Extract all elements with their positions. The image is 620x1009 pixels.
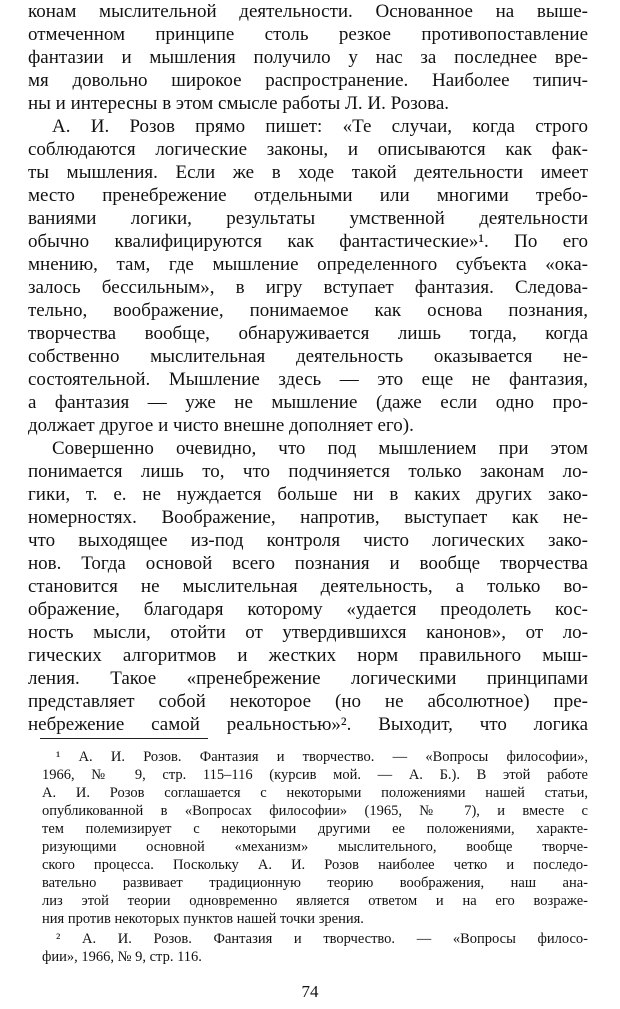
body-line: обычно квалифицируются как фантастические»¹. По его (28, 231, 588, 252)
body-line: собственно мыслительная деятельность оказывается не- (28, 346, 588, 367)
body-line: должает другое и чисто внешне дополняет его). (28, 415, 414, 436)
footnote-line: тем полемизирует с некоторыми другими ее положениями, характе- (42, 821, 588, 837)
body-line: отмеченном принципе столь резкое противопоставление (28, 24, 588, 45)
footnote-line: ского процесса. Поскольку А. И. Розов наиболее четко и последо- (42, 857, 588, 873)
footnote-line: ризующими основной «механизм» мыслительного, вообще творче- (42, 839, 588, 855)
body-line: гики, т. е. не нуждается больше ни в каких других зако- (28, 484, 588, 505)
body-line: фантазии и мышления получило у нас за последнее вре- (28, 47, 588, 68)
body-line: тельно, воображение, понимаемое как основа познания, (28, 300, 588, 321)
body-line: творчества вообще, обнаруживается лишь тогда, когда (28, 323, 588, 344)
body-line: небрежение самой реальностью»². Выходит, что логика (28, 714, 588, 735)
footnote-line: вательно развивает традиционную теорию воображения, наш ана- (42, 875, 588, 891)
footnote-line: А. И. Розов соглашается с некоторыми положениями нашей статьи, (42, 785, 588, 801)
body-line: конам мыслительной деятельности. Основанное на выше- (28, 1, 588, 22)
body-line: ность мысли, отойти от утвердившихся канонов», от ло- (28, 622, 588, 643)
body-line: а фантазия — уже не мышление (даже если одно про- (28, 392, 588, 413)
footnote-separator (40, 738, 208, 739)
body-line: ты мышления. Если же в ходе такой деятельности имеет (28, 162, 588, 183)
page-number: 74 (301, 982, 319, 1001)
footnote-line: опубликованной в «Вопросах философии» (1965, № 7), и вместе с (42, 803, 588, 819)
footnote-line: ния против некоторых пунктов нашей точки зрения. (42, 911, 364, 927)
footnote-line: лиз этой теории одновременно является ответом и на его возраже- (42, 893, 588, 909)
body-line: номерностях. Воображение, напротив, выступает как не- (28, 507, 588, 528)
body-line: гических алгоритмов и жестких норм правильного мыш- (28, 645, 588, 666)
paragraph-start-line: А. И. Розов прямо пишет: «Те случаи, когда строго (52, 116, 588, 137)
body-line: ваниями логики, результаты умственной деятельности (28, 208, 588, 229)
body-line: ления. Такое «пренебрежение логическими принципами (28, 668, 588, 689)
body-line: место пренебрежение отдельными или многими требо- (28, 185, 588, 206)
footnote-line: фии», 1966, № 9, стр. 116. (42, 949, 202, 965)
body-line: нов. Тогда основой всего познания и вообще творчества (28, 553, 588, 574)
footnote-line: ¹ А. И. Розов. Фантазия и творчество. — «Вопросы философии», (56, 749, 588, 765)
paragraph-start-line: Совершенно очевидно, что под мышлением при этом (52, 438, 588, 459)
footnote-line: 1966, № 9, стр. 115–116 (курсив мой. — А. Б.). В этой работе (42, 767, 588, 783)
footnote-line: ² А. И. Розов. Фантазия и творчество. — «Вопросы филосо- (56, 931, 588, 947)
body-line: мнению, там, где мышление определенного субъекта «ока- (28, 254, 588, 275)
body-line: залось бессильным», в игру вступает фантазия. Следова- (28, 277, 588, 298)
body-line: соблюдаются логические законы, и описываются как фак- (28, 139, 588, 160)
body-line: состоятельной. Мышление здесь — это еще не фантазия, (28, 369, 588, 390)
body-line: ображение, благодаря которому «удается преодолеть кос- (28, 599, 588, 620)
body-line: становится не мыслительная деятельность, а только во- (28, 576, 588, 597)
body-line: понимается лишь то, что подчиняется только законам ло- (28, 461, 588, 482)
body-line: что выходящее из-под контроля чисто логических зако- (28, 530, 588, 551)
body-line: мя довольно широкое распространение. Наиболее типич- (28, 70, 588, 91)
body-line: представляет собой некоторое (но не абсолютное) пре- (28, 691, 588, 712)
body-line: ны и интересны в этом смысле работы Л. И. Розова. (28, 93, 450, 114)
